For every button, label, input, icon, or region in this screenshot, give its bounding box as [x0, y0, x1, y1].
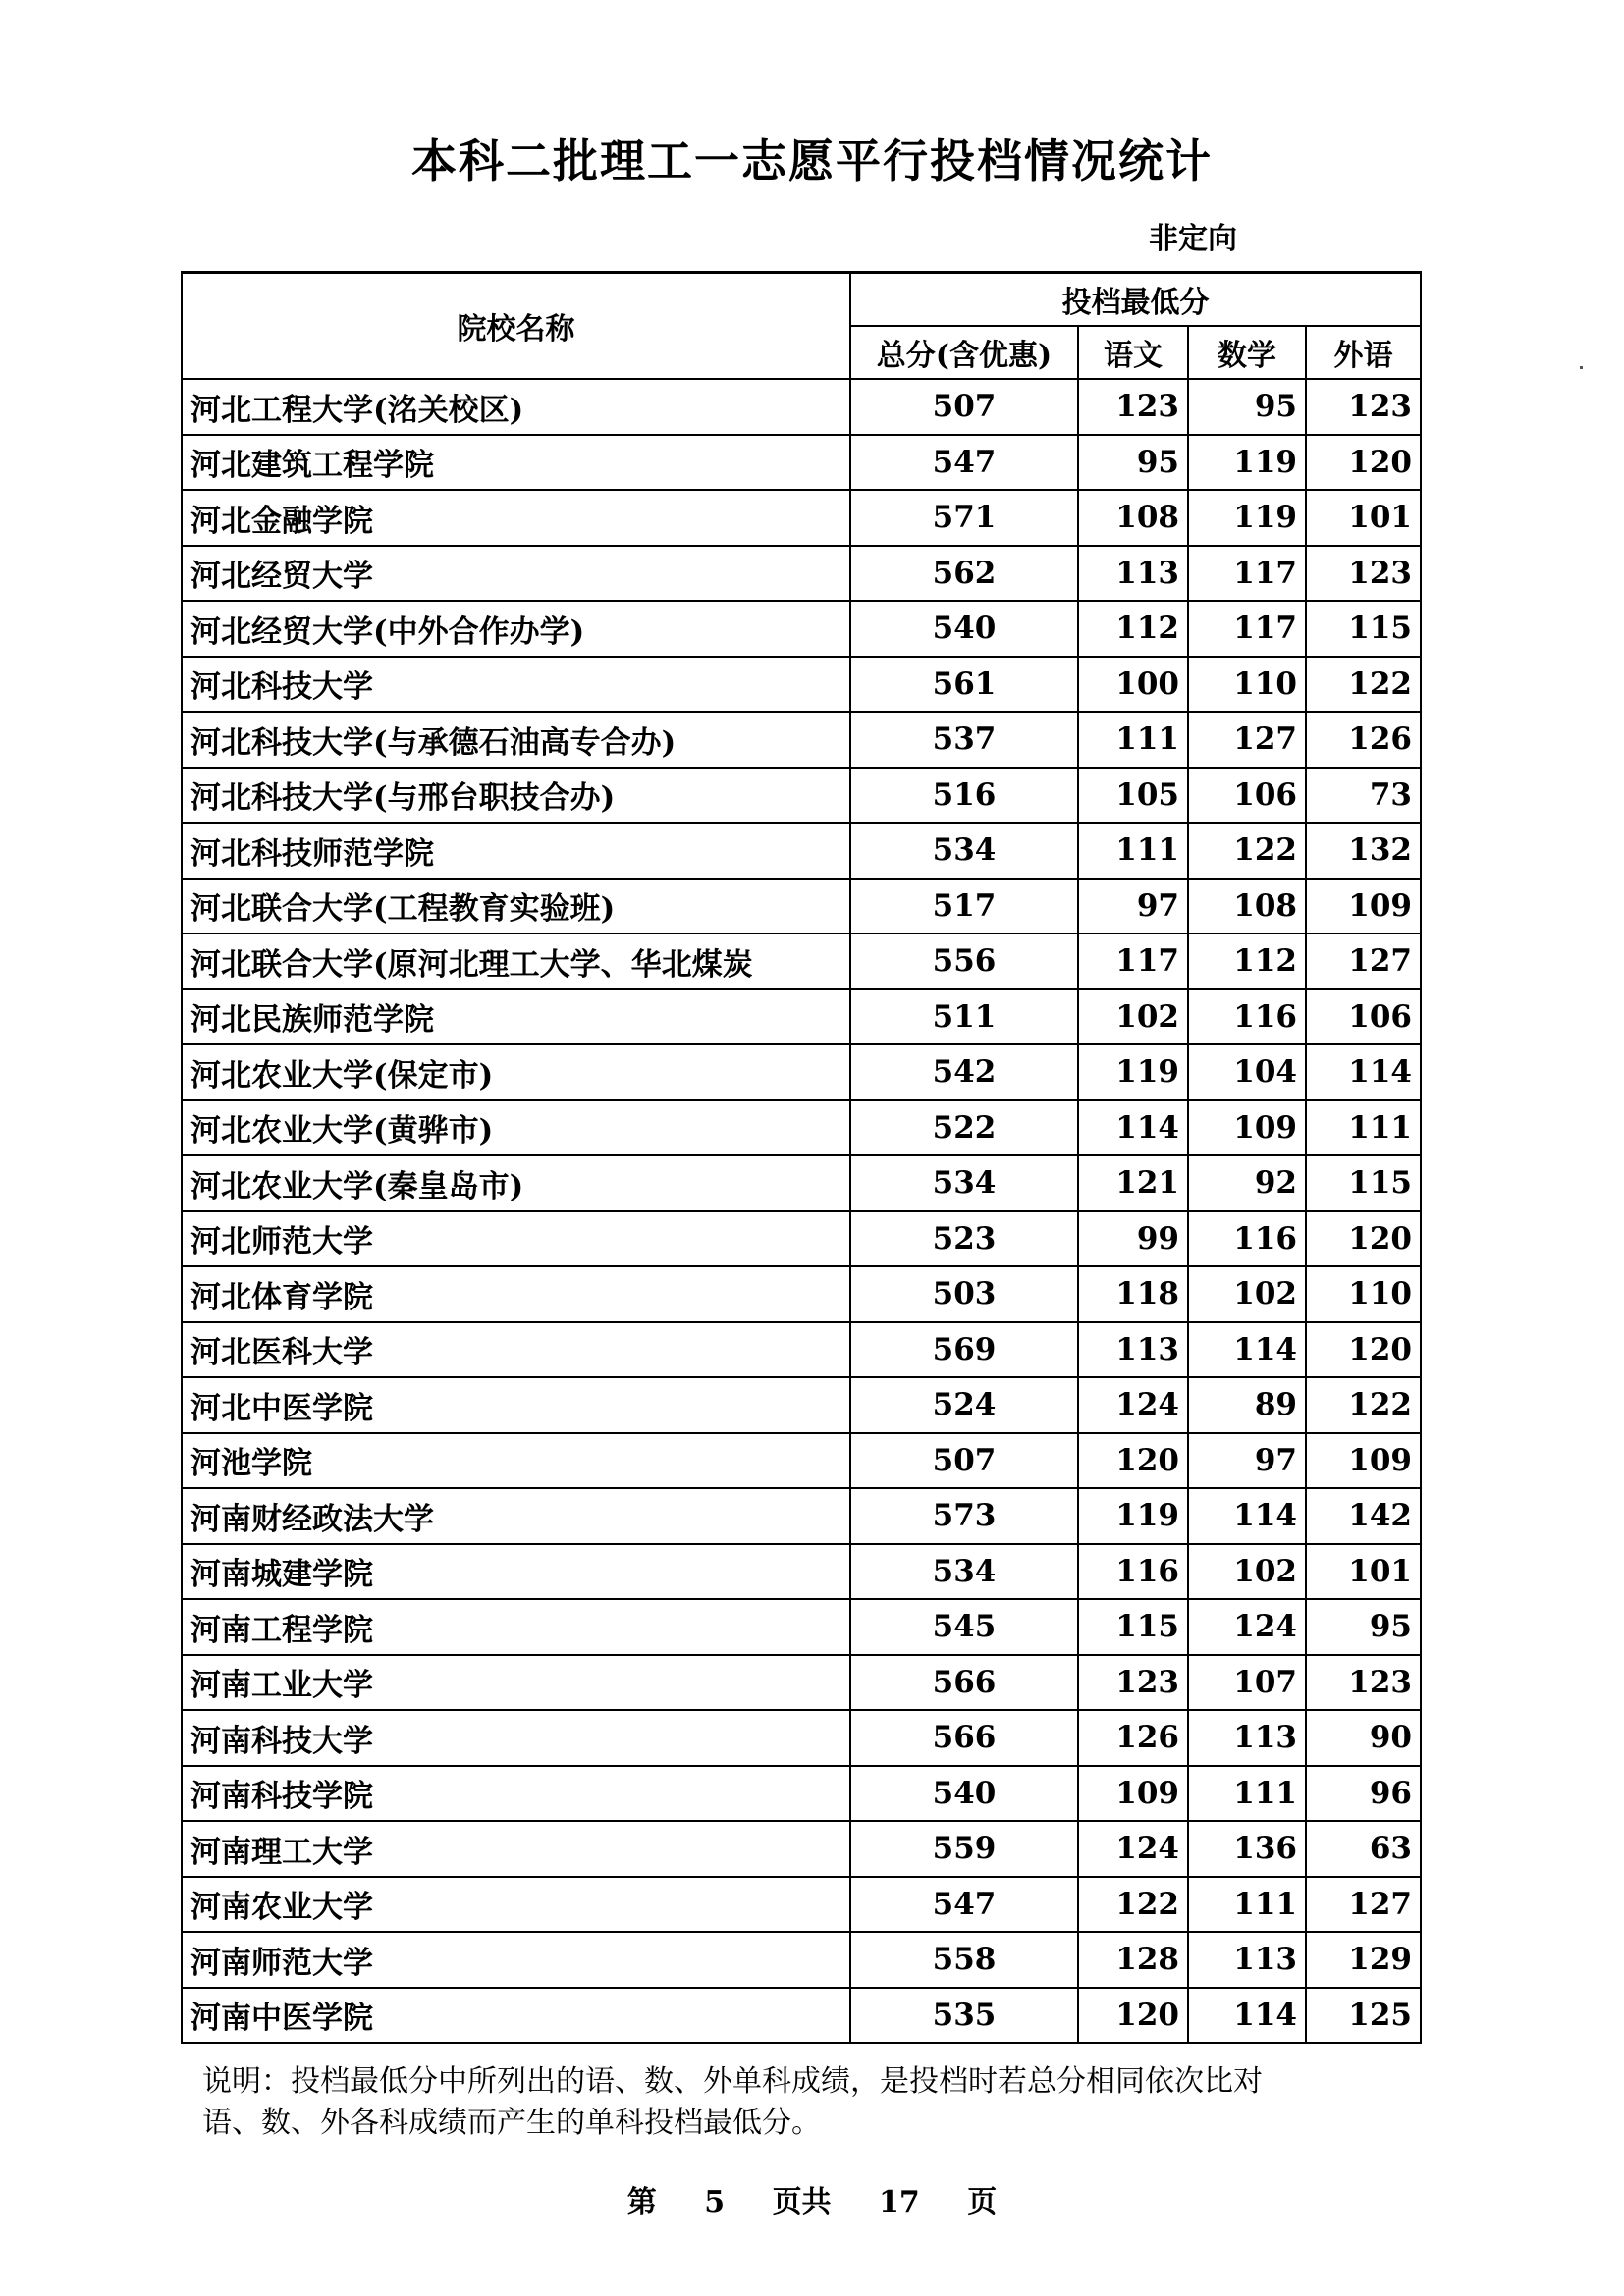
cell-foreign-language: 101 — [1306, 490, 1421, 546]
header-min-score-group: 投档最低分 — [850, 273, 1421, 327]
cell-school-name: 河北农业大学(保定市) — [182, 1044, 850, 1100]
page-number: 5 — [704, 2185, 726, 2219]
cell-total-score: 534 — [850, 1544, 1078, 1600]
cell-school-name: 河南财经政法大学 — [182, 1488, 850, 1544]
cell-math: 114 — [1188, 1988, 1306, 2044]
cell-math: 117 — [1188, 546, 1306, 602]
header-foreign-language: 外语 — [1306, 326, 1421, 379]
cell-total-score: 534 — [850, 823, 1078, 879]
cell-chinese: 112 — [1078, 601, 1188, 657]
page-prefix: 第 — [626, 2185, 657, 2219]
cell-chinese: 119 — [1078, 1044, 1188, 1100]
cell-math: 127 — [1188, 712, 1306, 768]
cell-chinese: 99 — [1078, 1211, 1188, 1267]
cell-total-score: 571 — [850, 490, 1078, 546]
cell-chinese: 115 — [1078, 1599, 1188, 1655]
page-title: 本科二批理工一志愿平行投档情况统计 — [411, 134, 1213, 187]
cell-total-score: 540 — [850, 601, 1078, 657]
cell-foreign-language: 129 — [1306, 1932, 1421, 1988]
cell-foreign-language: 123 — [1306, 379, 1421, 435]
table-row — [182, 1100, 1421, 1156]
cell-school-name: 河北医科大学 — [182, 1322, 850, 1378]
cell-total-score: 522 — [850, 1100, 1078, 1156]
header-chinese: 语文 — [1078, 326, 1188, 379]
table-row — [182, 823, 1421, 879]
table-row — [182, 1877, 1421, 1933]
page-suffix: 页 — [967, 2185, 998, 2219]
cell-foreign-language: 120 — [1306, 1322, 1421, 1378]
cell-math: 108 — [1188, 879, 1306, 934]
table-row — [182, 1821, 1421, 1877]
page-footer — [0, 2177, 1624, 2220]
table-row — [182, 1044, 1421, 1100]
cell-school-name: 河南工业大学 — [182, 1655, 850, 1711]
scan-speck — [1580, 366, 1583, 369]
cell-school-name: 河南科技大学 — [182, 1710, 850, 1766]
cell-total-score: 503 — [850, 1266, 1078, 1322]
cell-chinese: 118 — [1078, 1266, 1188, 1322]
cell-total-score: 562 — [850, 546, 1078, 602]
cell-school-name: 河北农业大学(秦皇岛市) — [182, 1155, 850, 1211]
cell-total-score: 573 — [850, 1488, 1078, 1544]
cell-math: 112 — [1188, 934, 1306, 989]
table-row — [182, 1433, 1421, 1489]
cell-school-name: 河南城建学院 — [182, 1544, 850, 1600]
cell-foreign-language: 127 — [1306, 934, 1421, 989]
page-mid: 页共 — [772, 2185, 832, 2219]
cell-school-name: 河北科技大学(与邢台职技合办) — [182, 768, 850, 824]
cell-foreign-language: 106 — [1306, 989, 1421, 1045]
cell-math: 89 — [1188, 1377, 1306, 1433]
cell-chinese: 108 — [1078, 490, 1188, 546]
cell-total-score: 561 — [850, 657, 1078, 713]
table-row — [182, 1211, 1421, 1267]
table-row — [182, 1377, 1421, 1433]
cell-foreign-language: 109 — [1306, 879, 1421, 934]
table-row — [182, 879, 1421, 934]
table-row — [182, 1932, 1421, 1988]
cell-chinese: 120 — [1078, 1433, 1188, 1489]
cell-foreign-language: 110 — [1306, 1266, 1421, 1322]
table-row — [182, 712, 1421, 768]
table-row — [182, 546, 1421, 602]
cell-school-name: 河北科技大学(与承德石油高专合办) — [182, 712, 850, 768]
cell-school-name: 河北经贸大学(中外合作办学) — [182, 601, 850, 657]
table-row — [182, 1599, 1421, 1655]
table-row — [182, 1710, 1421, 1766]
cell-total-score: 547 — [850, 435, 1078, 491]
header-total-score: 总分(含优惠) — [850, 326, 1078, 379]
cell-total-score: 511 — [850, 989, 1078, 1045]
cell-total-score: 559 — [850, 1821, 1078, 1877]
cell-foreign-language: 95 — [1306, 1599, 1421, 1655]
cell-math: 116 — [1188, 989, 1306, 1045]
cell-foreign-language: 111 — [1306, 1100, 1421, 1156]
cell-chinese: 119 — [1078, 1488, 1188, 1544]
cell-foreign-language: 115 — [1306, 601, 1421, 657]
header-math: 数学 — [1188, 326, 1306, 379]
cell-chinese: 113 — [1078, 1322, 1188, 1378]
cell-foreign-language: 73 — [1306, 768, 1421, 824]
note-line-1: 说明：投档最低分中所列出的语、数、外单科成绩，是投档时若总分相同依次比对 — [202, 2064, 1263, 2099]
cell-school-name: 河北农业大学(黄骅市) — [182, 1100, 850, 1156]
cell-total-score: 507 — [850, 1433, 1078, 1489]
table-row — [182, 379, 1421, 435]
cell-foreign-language: 127 — [1306, 1877, 1421, 1933]
cell-foreign-language: 126 — [1306, 712, 1421, 768]
table-row — [182, 601, 1421, 657]
cell-school-name: 河南中医学院 — [182, 1988, 850, 2044]
cell-chinese: 116 — [1078, 1544, 1188, 1600]
header-school-name: 院校名称 — [182, 273, 850, 380]
cell-school-name: 河北科技大学 — [182, 657, 850, 713]
cell-total-score: 537 — [850, 712, 1078, 768]
cell-total-score: 534 — [850, 1155, 1078, 1211]
cell-school-name: 河北金融学院 — [182, 490, 850, 546]
cell-chinese: 105 — [1078, 768, 1188, 824]
cell-school-name: 河北经贸大学 — [182, 546, 850, 602]
table-row — [182, 989, 1421, 1045]
cell-chinese: 95 — [1078, 435, 1188, 491]
cell-chinese: 121 — [1078, 1155, 1188, 1211]
cell-math: 119 — [1188, 490, 1306, 546]
cell-school-name: 河南农业大学 — [182, 1877, 850, 1933]
cell-math: 124 — [1188, 1599, 1306, 1655]
cell-school-name: 河南科技学院 — [182, 1766, 850, 1822]
cell-math: 113 — [1188, 1932, 1306, 1988]
cell-total-score: 517 — [850, 879, 1078, 934]
page-total: 17 — [879, 2185, 920, 2219]
cell-school-name: 河北联合大学(原河北理工大学、华北煤炭 — [182, 934, 850, 989]
table-row — [182, 1322, 1421, 1378]
table-row — [182, 1544, 1421, 1600]
cell-math: 117 — [1188, 601, 1306, 657]
cell-total-score: 540 — [850, 1766, 1078, 1822]
cell-total-score: 507 — [850, 379, 1078, 435]
cell-total-score: 569 — [850, 1322, 1078, 1378]
cell-total-score: 547 — [850, 1877, 1078, 1933]
cell-total-score: 516 — [850, 768, 1078, 824]
cell-math: 107 — [1188, 1655, 1306, 1711]
table-row — [182, 1266, 1421, 1322]
note-line-2: 语、数、外各科成绩而产生的单科投档最低分。 — [202, 2106, 821, 2140]
cell-math: 119 — [1188, 435, 1306, 491]
cell-chinese: 123 — [1078, 1655, 1188, 1711]
cell-chinese: 126 — [1078, 1710, 1188, 1766]
table-row — [182, 657, 1421, 713]
cell-math: 114 — [1188, 1322, 1306, 1378]
cell-math: 110 — [1188, 657, 1306, 713]
cell-chinese: 100 — [1078, 657, 1188, 713]
table-row — [182, 1766, 1421, 1822]
cell-foreign-language: 101 — [1306, 1544, 1421, 1600]
cell-chinese: 124 — [1078, 1377, 1188, 1433]
cell-school-name: 河北工程大学(洺关校区) — [182, 379, 850, 435]
cell-chinese: 111 — [1078, 712, 1188, 768]
cell-foreign-language: 132 — [1306, 823, 1421, 879]
cell-total-score: 566 — [850, 1655, 1078, 1711]
cell-foreign-language: 114 — [1306, 1044, 1421, 1100]
cell-math: 111 — [1188, 1877, 1306, 1933]
cell-school-name: 河北联合大学(工程教育实验班) — [182, 879, 850, 934]
cell-foreign-language: 120 — [1306, 435, 1421, 491]
cell-total-score: 524 — [850, 1377, 1078, 1433]
cell-school-name: 河南师范大学 — [182, 1932, 850, 1988]
cell-school-name: 河南工程学院 — [182, 1599, 850, 1655]
cell-math: 116 — [1188, 1211, 1306, 1267]
cell-foreign-language: 125 — [1306, 1988, 1421, 2044]
table-row — [182, 1488, 1421, 1544]
cell-school-name: 河北民族师范学院 — [182, 989, 850, 1045]
cell-total-score: 542 — [850, 1044, 1078, 1100]
cell-foreign-language: 90 — [1306, 1710, 1421, 1766]
cell-math: 92 — [1188, 1155, 1306, 1211]
cell-chinese: 113 — [1078, 546, 1188, 602]
cell-school-name: 河北体育学院 — [182, 1266, 850, 1322]
cell-chinese: 97 — [1078, 879, 1188, 934]
cell-total-score: 566 — [850, 1710, 1078, 1766]
cell-total-score: 556 — [850, 934, 1078, 989]
cell-chinese: 114 — [1078, 1100, 1188, 1156]
cell-foreign-language: 123 — [1306, 546, 1421, 602]
table-row — [182, 435, 1421, 491]
cell-foreign-language: 123 — [1306, 1655, 1421, 1711]
cell-foreign-language: 96 — [1306, 1766, 1421, 1822]
cell-foreign-language: 122 — [1306, 657, 1421, 713]
table-row — [182, 934, 1421, 989]
cell-school-name: 河北师范大学 — [182, 1211, 850, 1267]
cell-math: 111 — [1188, 1766, 1306, 1822]
cell-school-name: 河池学院 — [182, 1433, 850, 1489]
cell-chinese: 128 — [1078, 1932, 1188, 1988]
cell-total-score: 558 — [850, 1932, 1078, 1988]
admission-score-table — [181, 271, 1422, 2044]
cell-foreign-language: 63 — [1306, 1821, 1421, 1877]
table-header — [182, 273, 1421, 380]
cell-foreign-language: 142 — [1306, 1488, 1421, 1544]
cell-total-score: 545 — [850, 1599, 1078, 1655]
table-row — [182, 1155, 1421, 1211]
cell-total-score: 523 — [850, 1211, 1078, 1267]
cell-chinese: 120 — [1078, 1988, 1188, 2044]
cell-school-name: 河北科技师范学院 — [182, 823, 850, 879]
cell-math: 122 — [1188, 823, 1306, 879]
cell-foreign-language: 122 — [1306, 1377, 1421, 1433]
cell-chinese: 117 — [1078, 934, 1188, 989]
cell-math: 102 — [1188, 1544, 1306, 1600]
cell-chinese: 102 — [1078, 989, 1188, 1045]
cell-math: 95 — [1188, 379, 1306, 435]
table-row — [182, 1655, 1421, 1711]
cell-foreign-language: 115 — [1306, 1155, 1421, 1211]
cell-math: 102 — [1188, 1266, 1306, 1322]
subtitle-category: 非定向 — [1149, 222, 1237, 256]
explanation-note — [202, 2061, 1410, 2144]
cell-math: 97 — [1188, 1433, 1306, 1489]
cell-math: 109 — [1188, 1100, 1306, 1156]
cell-chinese: 124 — [1078, 1821, 1188, 1877]
cell-math: 104 — [1188, 1044, 1306, 1100]
table-row — [182, 490, 1421, 546]
table-row — [182, 1988, 1421, 2044]
cell-math: 106 — [1188, 768, 1306, 824]
cell-math: 114 — [1188, 1488, 1306, 1544]
cell-chinese: 111 — [1078, 823, 1188, 879]
table-row — [182, 768, 1421, 824]
cell-math: 113 — [1188, 1710, 1306, 1766]
cell-chinese: 123 — [1078, 379, 1188, 435]
table-body — [182, 379, 1421, 2043]
cell-total-score: 535 — [850, 1988, 1078, 2044]
cell-chinese: 122 — [1078, 1877, 1188, 1933]
cell-school-name: 河南理工大学 — [182, 1821, 850, 1877]
cell-foreign-language: 120 — [1306, 1211, 1421, 1267]
cell-math: 136 — [1188, 1821, 1306, 1877]
cell-school-name: 河北中医学院 — [182, 1377, 850, 1433]
cell-chinese: 109 — [1078, 1766, 1188, 1822]
cell-foreign-language: 109 — [1306, 1433, 1421, 1489]
cell-school-name: 河北建筑工程学院 — [182, 435, 850, 491]
